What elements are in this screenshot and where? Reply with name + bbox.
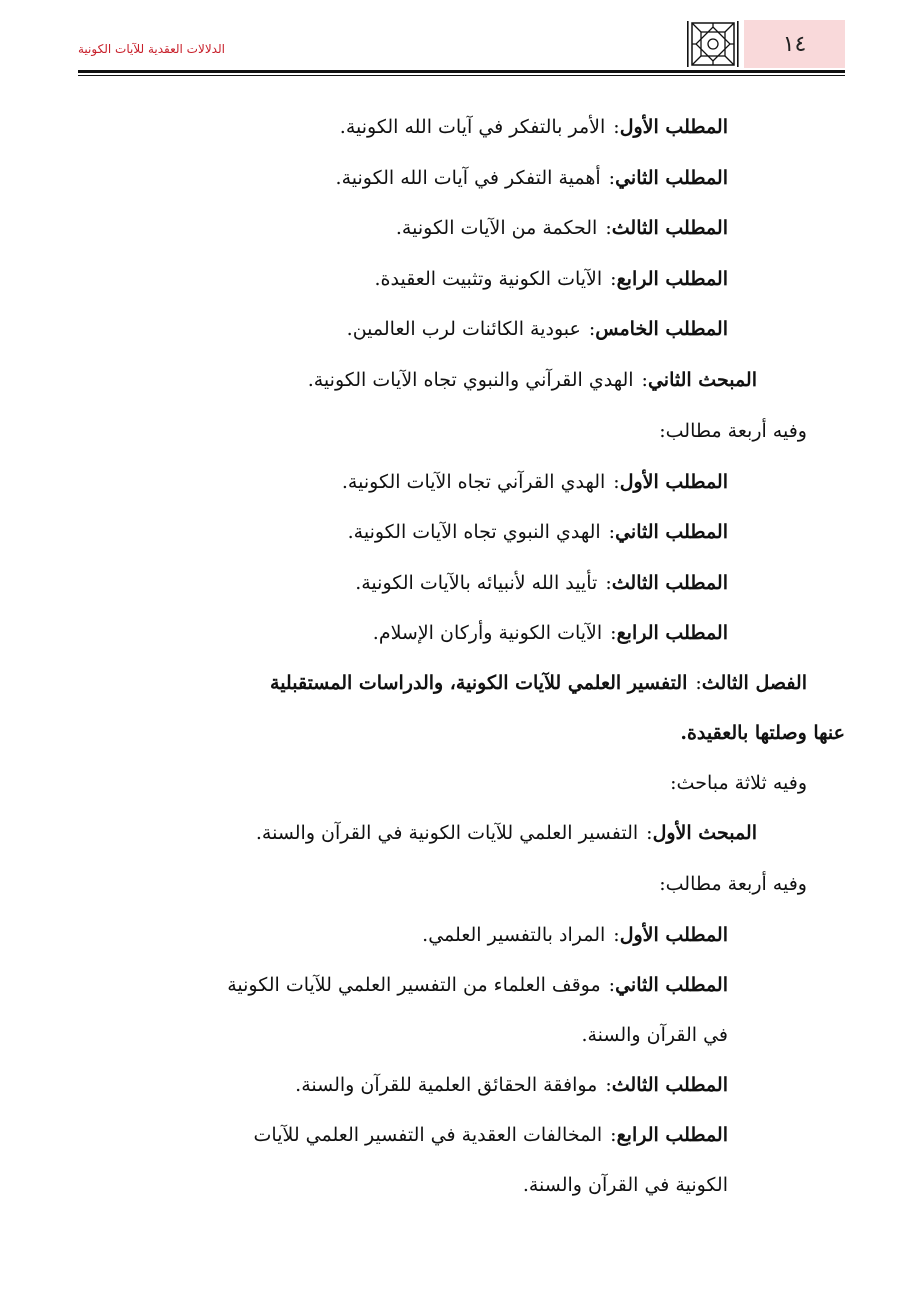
toc-line-14 (670, 770, 807, 796)
toc-label: المطلب الثاني (615, 974, 728, 996)
toc-text: وفيه أربعة مطالب: (659, 420, 807, 442)
toc-line-9: المطلب الثاني:الهدي النبوي تجاه الآيات الكونية. (347, 521, 728, 543)
toc-line-3: المطلب الثالث:الحكمة من الآيات الكونية. (395, 217, 728, 239)
toc-label: المطلب الأول (619, 471, 728, 493)
toc-label: المطلب الرابع (616, 1124, 728, 1146)
toc-line-15: المبحث الأول:التفسير العلمي للآيات الكونية في القرآن والسنة. (255, 822, 757, 844)
toc-label: المطلب الرابع (616, 268, 728, 290)
toc-line-20: المطلب الثالث:موافقة الحقائق العلمية للقرآن والسنة. (295, 1074, 728, 1096)
toc-text: أهمية التفكر في آيات الله الكونية. (335, 167, 601, 189)
toc-label: المطلب الثالث (611, 1074, 728, 1096)
toc-text: عنها وصلتها بالعقيدة. (680, 722, 845, 744)
toc-label: المطلب الأول (619, 116, 728, 138)
toc-label: المطلب الرابع (616, 622, 728, 644)
page-number (744, 20, 845, 68)
toc-line-1: المطلب الأول:الأمر بالتفكر في آيات الله الكونية. (339, 116, 728, 138)
toc-label: المبحث الأول (652, 822, 757, 844)
toc-line-12: الفصل الثالث:التفسير العلمي للآيات الكونية، والدراسات المستقبلية (270, 672, 807, 694)
toc-text: التفسير العلمي للآيات الكونية في القرآن والسنة. (255, 822, 639, 844)
toc-text: موقف العلماء من التفسير العلمي للآيات الكونية (227, 974, 601, 996)
toc-label: المبحث الثاني (647, 369, 757, 391)
toc-line-5: المطلب الخامس:عبودية الكائنات لرب العالمين. (346, 318, 728, 340)
toc-text: الهدي القرآني تجاه الآيات الكونية. (341, 471, 606, 493)
toc-line-16 (659, 871, 807, 897)
toc-line-22 (523, 1172, 728, 1198)
toc-text: تأييد الله لأنبيائه بالآيات الكونية. (355, 572, 598, 594)
toc-line-10: المطلب الثالث:تأييد الله لأنبيائه بالآيات الكونية. (355, 572, 728, 594)
header-rule-thin (78, 75, 845, 76)
toc-text: وفيه ثلاثة مباحث: (670, 772, 807, 794)
toc-line-8: المطلب الأول:الهدي القرآني تجاه الآيات الكونية. (341, 471, 728, 493)
header-rule (78, 70, 845, 73)
toc-label: المطلب الثالث (611, 217, 728, 239)
toc-line-18: المطلب الثاني:موقف العلماء من التفسير العلمي للآيات الكونية (227, 974, 728, 996)
page-number-text: ١٤ (782, 31, 807, 57)
toc-text: المخالفات العقدية في التفسير العلمي للآيات (253, 1124, 603, 1146)
toc-text: المراد بالتفسير العلمي. (422, 924, 606, 946)
toc-text: الكونية في القرآن والسنة. (522, 1174, 728, 1196)
toc-label: المطلب الأول (619, 924, 728, 946)
toc-line-17: المطلب الأول:المراد بالتفسير العلمي. (422, 924, 728, 946)
toc-line-7 (659, 418, 807, 444)
toc-text: الهدي القرآني والنبوي تجاه الآيات الكونية. (307, 369, 634, 391)
toc-line-2: المطلب الثاني:أهمية التفكر في آيات الله الكونية. (335, 167, 728, 189)
toc-line-21: المطلب الرابع:المخالفات العقدية في التفسير العلمي للآيات (253, 1124, 728, 1146)
toc-line-11: المطلب الرابع:الآيات الكونية وأركان الإسلام. (372, 622, 728, 644)
toc-text: الآيات الكونية وتثبيت العقيدة. (374, 268, 603, 290)
toc-label: المطلب الثاني (615, 521, 728, 543)
islamic-star-ornament-icon (684, 20, 742, 68)
toc-label: الفصل الثالث (701, 672, 807, 694)
running-title: الدلالات العقدية للآيات الكونية (78, 42, 225, 56)
toc-text: التفسير العلمي للآيات الكونية، والدراسات المستقبلية (270, 672, 688, 694)
toc-text: في القرآن والسنة. (581, 1024, 728, 1046)
toc-label: المطلب الثالث (611, 572, 728, 594)
toc-line-6: المبحث الثاني:الهدي القرآني والنبوي تجاه الآيات الكونية. (307, 369, 757, 391)
toc-label: المطلب الثاني (615, 167, 728, 189)
toc-text: الأمر بالتفكر في آيات الله الكونية. (339, 116, 606, 138)
toc-line-13 (680, 720, 845, 746)
toc-text: موافقة الحقائق العلمية للقرآن والسنة. (295, 1074, 598, 1096)
toc-text: عبودية الكائنات لرب العالمين. (346, 318, 581, 340)
toc-label: المطلب الخامس (595, 318, 728, 340)
toc-text: الآيات الكونية وأركان الإسلام. (372, 622, 603, 644)
toc-text: الهدي النبوي تجاه الآيات الكونية. (347, 521, 601, 543)
toc-text: وفيه أربعة مطالب: (659, 873, 807, 895)
toc-line-4: المطلب الرابع:الآيات الكونية وتثبيت العقيدة. (374, 268, 728, 290)
toc-line-19 (581, 1022, 728, 1048)
toc-text: الحكمة من الآيات الكونية. (395, 217, 598, 239)
